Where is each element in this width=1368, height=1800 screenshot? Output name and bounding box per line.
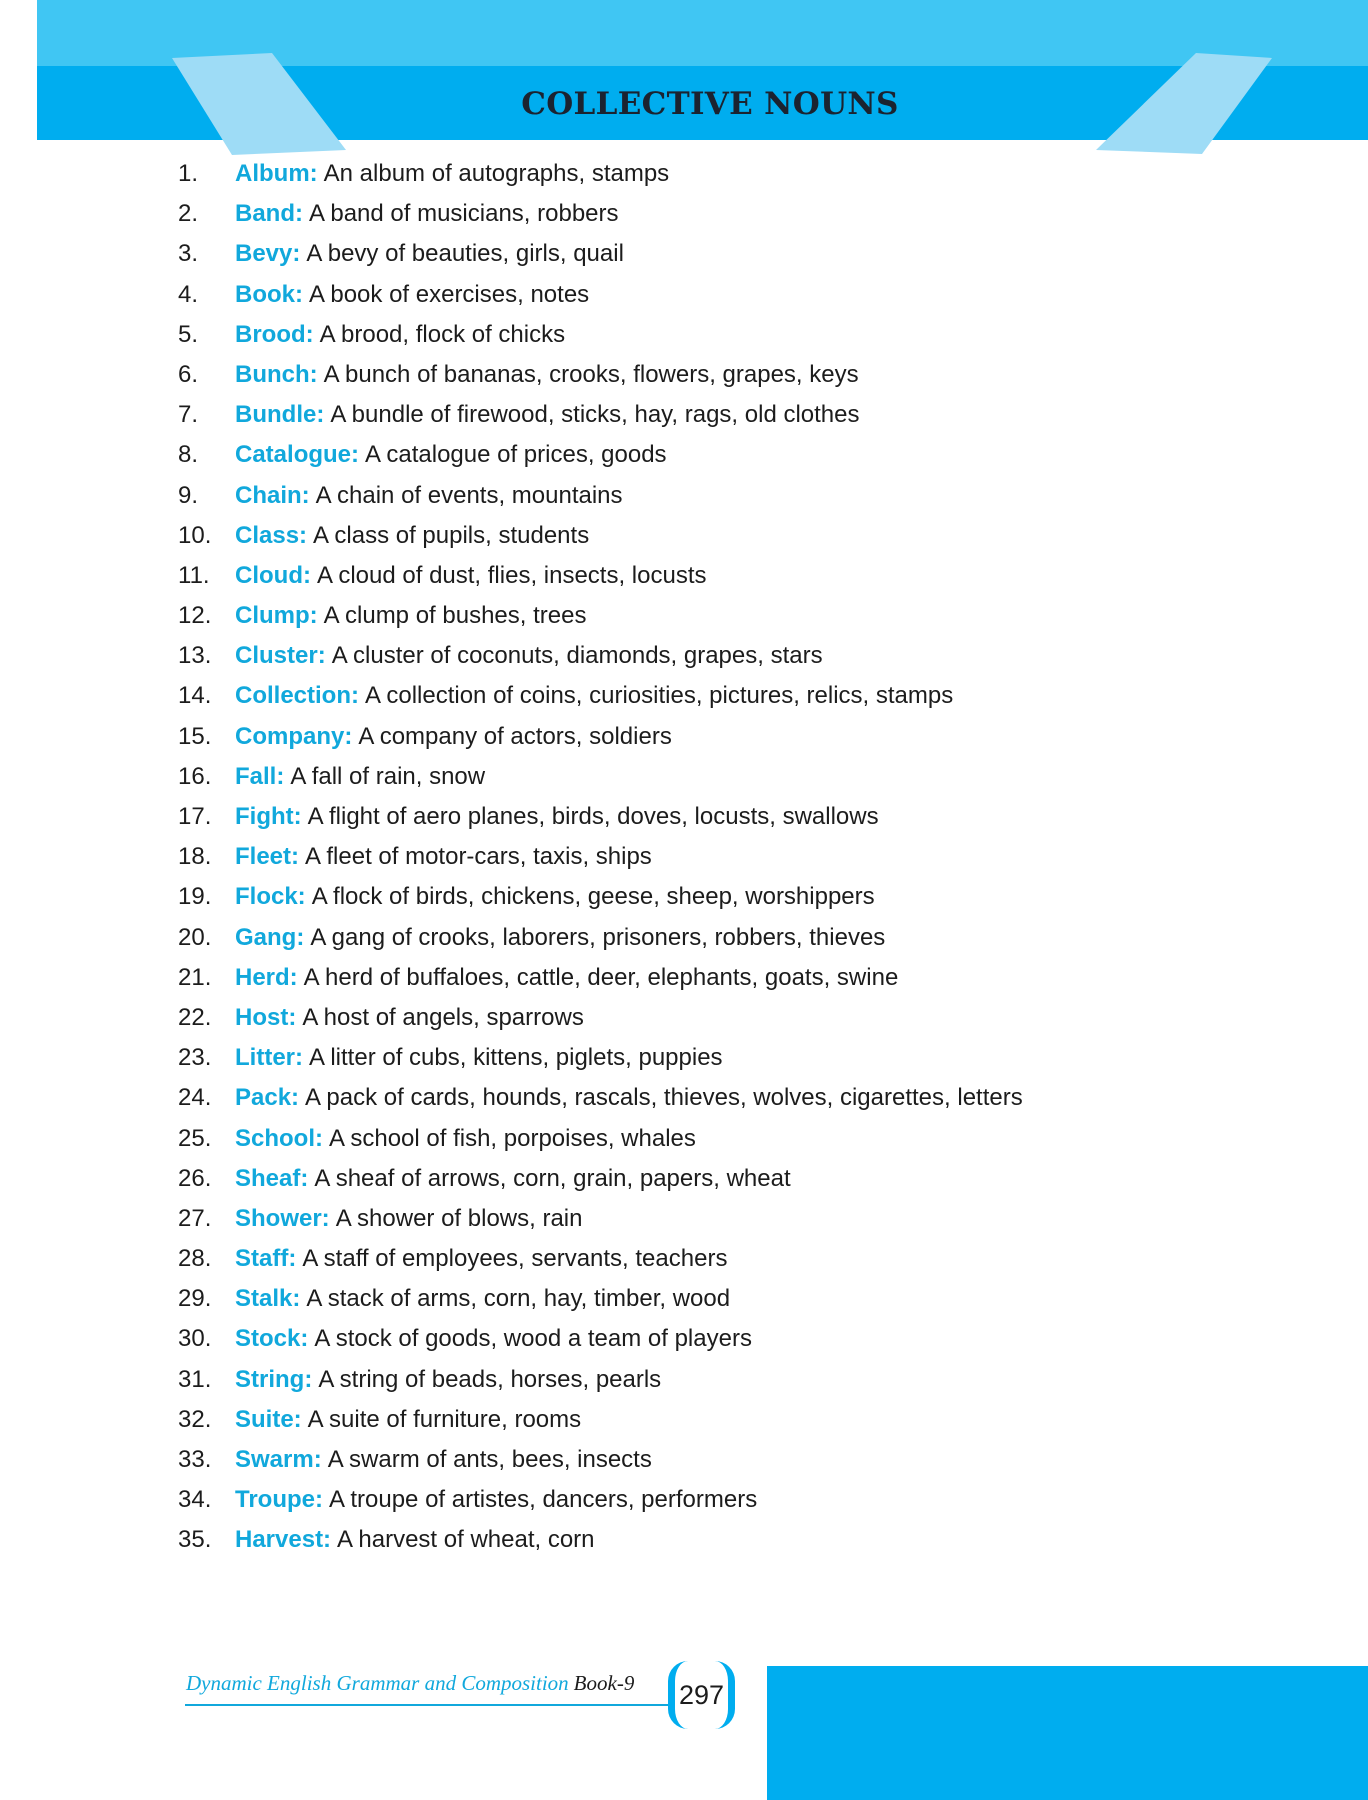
item-number: 28. — [178, 1245, 212, 1273]
item-description: A host of angels, sparrows — [302, 1003, 584, 1031]
item-term: Clump: — [235, 602, 318, 630]
item-term: Cloud: — [235, 561, 311, 589]
item-term: Company: — [235, 722, 353, 750]
list-item — [178, 1125, 1328, 1165]
item-description: A class of pupils, students — [313, 521, 590, 549]
item-description: A fall of rain, snow — [290, 762, 486, 790]
item-number: 25. — [178, 1124, 212, 1152]
item-number: 26. — [178, 1164, 212, 1192]
item-description: A stack of arms, corn, hay, timber, wood — [306, 1285, 731, 1313]
item-number: 20. — [178, 923, 212, 951]
item-description: A cloud of dust, flies, insects, locusts — [316, 561, 707, 589]
list-item — [178, 723, 1328, 763]
item-term: Troupe: — [235, 1486, 323, 1514]
item-number: 4. — [178, 280, 199, 308]
list-item — [178, 1205, 1328, 1245]
item-number: 27. — [178, 1204, 212, 1232]
item-term: Book: — [235, 280, 303, 308]
footer-book-series: Dynamic English Grammar and Composition — [186, 1671, 569, 1695]
footer-book-title — [186, 1671, 634, 1696]
item-description: A litter of cubs, kittens, piglets, puppies — [309, 1044, 723, 1072]
item-description: A bunch of bananas, crooks, flowers, grapes, keys — [323, 360, 859, 388]
item-number: 23. — [178, 1044, 212, 1072]
list-item — [178, 803, 1328, 843]
item-description: A suite of furniture, rooms — [307, 1405, 582, 1433]
page-number: 297 — [668, 1661, 735, 1729]
item-term: Gang: — [235, 923, 305, 951]
item-number: 22. — [178, 1003, 212, 1031]
item-description: A clump of bushes, trees — [323, 602, 587, 630]
item-description: A flight of aero planes, birds, doves, locusts, swallows — [307, 803, 879, 830]
item-number: 31. — [178, 1365, 212, 1393]
list-item — [178, 1446, 1328, 1486]
list-item — [178, 602, 1328, 642]
list-item — [178, 321, 1328, 361]
item-term: Litter: — [235, 1044, 303, 1072]
list-item — [178, 924, 1328, 964]
list-item — [178, 361, 1328, 401]
item-description: A shower of blows, rain — [335, 1204, 583, 1232]
item-number: 10. — [178, 521, 212, 549]
item-description: A school of fish, porpoises, whales — [329, 1124, 696, 1152]
list-item — [178, 1366, 1328, 1406]
item-description: A cluster of coconuts, diamonds, grapes, stars — [331, 642, 823, 670]
item-number: 33. — [178, 1446, 212, 1473]
item-number: 12. — [178, 602, 212, 630]
footer-rule — [185, 1704, 670, 1706]
item-term: Cluster: — [235, 642, 326, 670]
item-number: 16. — [178, 762, 212, 790]
item-description: A bundle of firewood, sticks, hay, rags, old clothes — [330, 401, 860, 429]
page-title: COLLECTIVE NOUNS — [521, 86, 899, 122]
item-term: Fight: — [235, 803, 302, 830]
item-term: String: — [235, 1365, 313, 1393]
item-term: Band: — [235, 200, 303, 228]
item-description: A gang of crooks, laborers, prisoners, robbers, thieves — [310, 923, 886, 951]
item-description: A fleet of motor-cars, taxis, ships — [305, 843, 652, 871]
item-number: 17. — [178, 803, 212, 830]
item-description: A bevy of beauties, girls, quail — [306, 240, 624, 268]
item-number: 30. — [178, 1325, 212, 1353]
item-number: 24. — [178, 1084, 212, 1112]
item-description: A brood, flock of chicks — [319, 320, 566, 348]
list-item — [178, 1044, 1328, 1084]
item-term: Harvest: — [235, 1526, 332, 1554]
item-description: A band of musicians, robbers — [309, 200, 619, 228]
item-term: Bunch: — [235, 360, 318, 388]
item-description: A pack of cards, hounds, rascals, thieves, wolves, cigarettes, letters — [305, 1084, 1023, 1112]
item-description: A collection of coins, curiosities, pictures, relics, stamps — [365, 682, 954, 710]
item-number: 19. — [178, 883, 212, 911]
item-term: Shower: — [235, 1204, 330, 1232]
item-number: 18. — [178, 843, 212, 871]
list-item — [178, 763, 1328, 803]
item-number: 6. — [178, 360, 199, 388]
item-description: A book of exercises, notes — [309, 280, 590, 308]
item-term: Class: — [235, 521, 308, 549]
item-description: A harvest of wheat, corn — [337, 1526, 595, 1554]
item-description: A herd of buffaloes, cattle, deer, elephants, goats, swine — [303, 963, 899, 991]
item-number: 13. — [178, 642, 212, 670]
header-ribbon-decoration — [0, 0, 1368, 160]
item-description: A staff of employees, servants, teachers — [302, 1245, 728, 1273]
list-item — [178, 1165, 1328, 1205]
list-item — [178, 160, 1328, 200]
item-term: Host: — [235, 1003, 297, 1031]
list-item — [178, 1406, 1328, 1446]
item-number: 14. — [178, 682, 212, 710]
list-item — [178, 522, 1328, 562]
list-item — [178, 1084, 1328, 1124]
item-term: Stock: — [235, 1325, 309, 1353]
item-number: 2. — [178, 200, 199, 228]
item-term: Fleet: — [235, 843, 300, 871]
item-term: Suite: — [235, 1405, 302, 1433]
list-item — [178, 1245, 1328, 1285]
list-item — [178, 482, 1328, 522]
item-description: A swarm of ants, bees, insects — [327, 1446, 652, 1473]
item-term: Pack: — [235, 1084, 300, 1112]
item-number: 34. — [178, 1486, 212, 1514]
list-item — [178, 1486, 1328, 1526]
list-item — [178, 964, 1328, 1004]
list-item — [178, 240, 1328, 280]
list-item — [178, 1526, 1328, 1566]
item-term: Swarm: — [235, 1446, 322, 1473]
list-item — [178, 1285, 1328, 1325]
list-item — [178, 1004, 1328, 1044]
list-item — [178, 883, 1328, 923]
item-description: A chain of events, mountains — [315, 481, 623, 509]
item-term: Bevy: — [235, 240, 301, 268]
item-term: Staff: — [235, 1245, 297, 1273]
item-number: 15. — [178, 722, 212, 750]
footer-color-block — [767, 1666, 1368, 1800]
item-number: 21. — [178, 963, 212, 991]
footer-book-volume: Book-9 — [573, 1671, 635, 1695]
item-number: 1. — [178, 160, 199, 187]
item-description: A troupe of artistes, dancers, performers — [329, 1486, 758, 1514]
item-description: A stock of goods, wood a team of players — [314, 1325, 752, 1353]
list-item — [178, 1325, 1328, 1365]
item-term: Album: — [235, 160, 318, 187]
list-item — [178, 682, 1328, 722]
item-number: 11. — [178, 561, 210, 589]
item-term: Herd: — [235, 963, 298, 991]
item-description: A sheaf of arrows, corn, grain, papers, wheat — [314, 1164, 791, 1192]
item-term: School: — [235, 1124, 323, 1152]
list-item — [178, 642, 1328, 682]
item-number: 3. — [178, 240, 199, 268]
collective-noun-list — [178, 160, 1328, 1567]
item-number: 9. — [178, 481, 199, 509]
item-term: Brood: — [235, 320, 314, 348]
item-description: A string of beads, horses, pearls — [318, 1365, 662, 1393]
item-term: Chain: — [235, 481, 310, 509]
list-item — [178, 562, 1328, 602]
item-term: Collection: — [235, 682, 359, 710]
item-description: A flock of birds, chickens, geese, sheep, worshippers — [311, 883, 875, 911]
item-description: An album of autographs, stamps — [323, 160, 670, 187]
item-number: 32. — [178, 1405, 212, 1433]
item-description: A catalogue of prices, goods — [365, 441, 667, 469]
list-item — [178, 441, 1328, 481]
item-term: Catalogue: — [235, 441, 360, 469]
item-term: Sheaf: — [235, 1164, 309, 1192]
item-term: Fall: — [235, 762, 285, 790]
item-description: A company of actors, soldiers — [358, 722, 672, 750]
item-term: Stalk: — [235, 1285, 301, 1313]
list-item — [178, 843, 1328, 883]
list-item — [178, 281, 1328, 321]
list-item — [178, 200, 1328, 240]
item-number: 8. — [178, 441, 199, 469]
item-number: 7. — [178, 401, 199, 429]
item-number: 35. — [178, 1526, 212, 1554]
item-number: 5. — [178, 320, 199, 348]
list-item — [178, 401, 1328, 441]
item-term: Bundle: — [235, 401, 325, 429]
item-term: Flock: — [235, 883, 306, 911]
item-number: 29. — [178, 1285, 212, 1313]
